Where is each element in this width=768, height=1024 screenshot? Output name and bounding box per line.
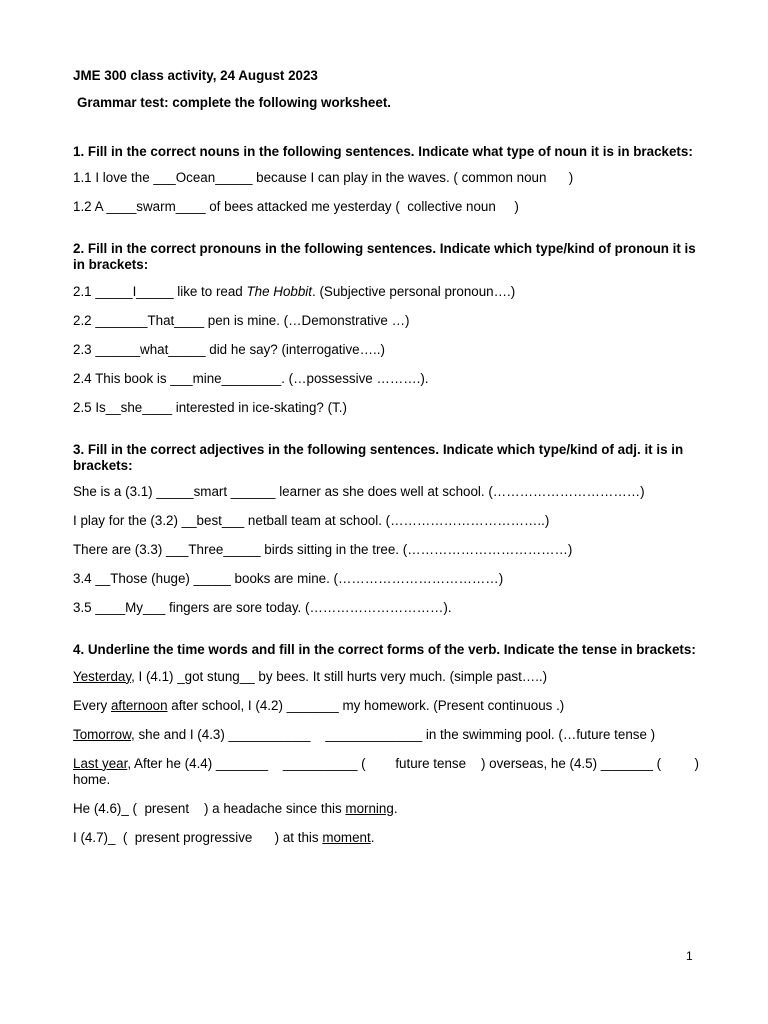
exercise-line: 2.2 _______That____ pen is mine. (…Demonstrative …) — [73, 312, 410, 328]
line-text: He (4.6)_ ( present ) a headache since this — [73, 800, 346, 816]
exercise-line — [73, 727, 703, 743]
line-text: . — [370, 830, 375, 846]
exercise-line: 3.5 ____My___ fingers are sore today. (…………………………). — [73, 600, 452, 616]
time-word: afternoon — [110, 697, 168, 713]
section-pronouns — [73, 241, 703, 416]
exercise-line: 1.2 A ____swarm____ of bees attacked me yesterday ( collective noun ) — [73, 199, 519, 215]
exercise-line — [73, 669, 703, 685]
section-adjectives — [73, 442, 703, 617]
question-heading: 3. Fill in the correct adjectives in the following sentences. Indicate which type/kind of adj. it is in brackets: — [73, 441, 684, 474]
exercise-line — [73, 830, 703, 846]
question-heading: 4. Underline the time words and fill in the correct forms of the verb. Indicate the tense in brackets: — [73, 642, 696, 658]
exercise-line — [73, 801, 703, 817]
exercise-line: I play for the (3.2) __best___ netball team at school. (……………………………..) — [73, 513, 550, 529]
line-text: , she and I (4.3) ___________ _____________ in the swimming pool. (…future tense ) — [131, 726, 656, 742]
exercise-line — [73, 756, 703, 788]
line-text: 2.1 _____I_____ like to read — [73, 283, 247, 299]
line-text: . — [393, 800, 398, 816]
section-verbs — [73, 642, 703, 846]
line-text: after school, I (4.2) _______ my homework. (Present continuous .) — [167, 697, 565, 713]
time-word: Yesterday — [73, 668, 132, 684]
exercise-line — [73, 284, 703, 300]
time-word: Last year — [73, 755, 128, 771]
document-subtitle: Grammar test: complete the following worksheet. — [77, 95, 391, 111]
exercise-line — [73, 698, 703, 714]
exercise-line: There are (3.3) ___Three_____ birds sitting in the tree. (………………………………) — [73, 542, 573, 558]
line-text: I (4.7)_ ( present progressive ) at this — [73, 830, 323, 846]
time-word: morning — [345, 800, 394, 816]
question-heading: 2. Fill in the correct pronouns in the following sentences. Indicate which type/kind of pronoun it is in brackets: — [73, 241, 696, 273]
time-word: moment — [322, 830, 371, 846]
exercise-line: She is a (3.1) _____smart ______ learner as she does well at school. (……………………………) — [73, 484, 645, 500]
book-title: The Hobbit — [246, 283, 312, 299]
exercise-line: 2.4 This book is ___mine________. (…possessive ……….). — [73, 370, 429, 386]
exercise-line: 3.4 __Those (huge) _____ books are mine. (………………………………) — [73, 571, 504, 587]
line-text: , I (4.1) _got stung__ by bees. It still hurts very much. (simple past…..) — [131, 668, 548, 684]
exercise-line: 2.3 ______what_____ did he say? (interrogative…..) — [73, 341, 385, 357]
section-nouns — [73, 144, 703, 215]
exercise-line: 1.1 I love the ___Ocean_____ because I can play in the waves. ( common noun ) — [73, 170, 574, 186]
document-title: JME 300 class activity, 24 August 2023 — [73, 68, 318, 83]
line-text: Every — [73, 697, 111, 713]
line-text: , After he (4.4) _______ __________ ( future tense ) overseas, he (4.5) _______ ( ) home. — [73, 755, 703, 787]
page-number: 1 — [686, 949, 693, 963]
exercise-line: 2.5 Is__she____ interested in ice-skating? (T.) — [73, 399, 347, 415]
question-heading: 1. Fill in the correct nouns in the following sentences. Indicate what type of noun it is in brackets: — [73, 144, 693, 160]
line-text: . (Subjective personal pronoun….) — [312, 283, 516, 299]
time-word: Tomorrow — [73, 726, 132, 742]
worksheet-page — [73, 68, 703, 859]
